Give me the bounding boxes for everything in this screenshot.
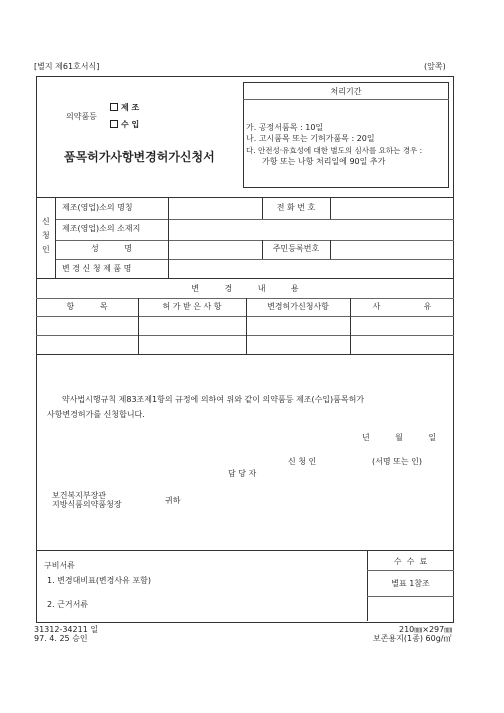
date-line: 년 월 일 bbox=[362, 433, 437, 442]
footer-approval: 97. 4. 25 승인 bbox=[34, 634, 88, 643]
fee-label: 수 수 료 bbox=[393, 557, 428, 566]
category-label: 의약품등 bbox=[66, 112, 97, 121]
processing-line: 가항 또는 나항 처리일에 90일 추가 bbox=[262, 157, 386, 166]
declaration-line: 약사법시행규칙 제83조제1항의 규정에 의하여 위와 같이 의약품등 제조(수입)품목허가 bbox=[62, 395, 365, 404]
documents-label: 구비서류 bbox=[44, 561, 75, 570]
processing-line: 다. 안전성·유효성에 대한 별도의 심사를 요하는 경우 : bbox=[246, 146, 423, 155]
applicant-side-char: 청 bbox=[42, 231, 50, 240]
product-name-label: 변 경 신 청 제 품 명 bbox=[62, 264, 132, 273]
signature-label: (서명 또는 인) bbox=[372, 457, 422, 466]
checkbox-icon bbox=[110, 120, 118, 128]
changes-section-title: 변 경 내 용 bbox=[191, 284, 299, 293]
column-header-requested: 변경허가신청사항 bbox=[267, 302, 329, 311]
page-side-label: (앞쪽) bbox=[424, 62, 446, 71]
footer-paper: 보존용지(1종) 60g/㎡ bbox=[373, 634, 452, 643]
name-label: 성 명 bbox=[91, 244, 132, 253]
manager-label: 담 당 자 bbox=[228, 469, 257, 478]
document-item: 2. 근거서류 bbox=[47, 600, 89, 609]
column-header-approved: 허 가 받 은 사 항 bbox=[162, 302, 222, 311]
processing-line: 나. 고시품목 또는 기허가품목 : 20일 bbox=[246, 134, 375, 143]
checkbox-icon bbox=[110, 103, 118, 111]
declaration-line: 사항변경허가를 신청합니다. bbox=[47, 410, 145, 419]
resident-number-label: 주민등록번호 bbox=[272, 244, 320, 253]
phone-label: 전 화 번 호 bbox=[276, 203, 316, 212]
applicant-side-char: 인 bbox=[42, 245, 50, 254]
fee-value: 별표 1참조 bbox=[391, 579, 430, 588]
column-header-reason: 사 유 bbox=[372, 302, 432, 311]
column-header-item: 항 목 bbox=[66, 302, 108, 311]
recipient-line: 지방식품의약품청장 bbox=[52, 500, 122, 509]
honorific: 귀하 bbox=[165, 496, 181, 505]
option-import[interactable]: 수 입 bbox=[110, 120, 139, 130]
applicant-sign-label: 신 청 인 bbox=[288, 457, 317, 466]
form-number: [별지 제61호서식] bbox=[34, 62, 100, 71]
processing-line: 가. 공정서품목 : 10일 bbox=[246, 123, 324, 132]
footer-code: 31312-34211 일 bbox=[34, 625, 99, 634]
footer-size: 210㎜×297㎜ bbox=[399, 625, 453, 634]
recipient-line: 보건복지부장관 bbox=[52, 491, 107, 500]
applicant-side-char: 신 bbox=[42, 217, 50, 226]
document-item: 1. 변경대비표(변경사유 포함) bbox=[47, 576, 151, 585]
business-address-label: 제조(영업)소의 소재지 bbox=[62, 224, 141, 233]
option-manufacture[interactable]: 제 조 bbox=[110, 103, 139, 113]
processing-period-label: 처리기간 bbox=[330, 87, 362, 96]
form-title: 품목허가사항변경허가신청서 bbox=[64, 150, 215, 164]
business-name-label: 제조(영업)소의 명칭 bbox=[62, 203, 133, 212]
